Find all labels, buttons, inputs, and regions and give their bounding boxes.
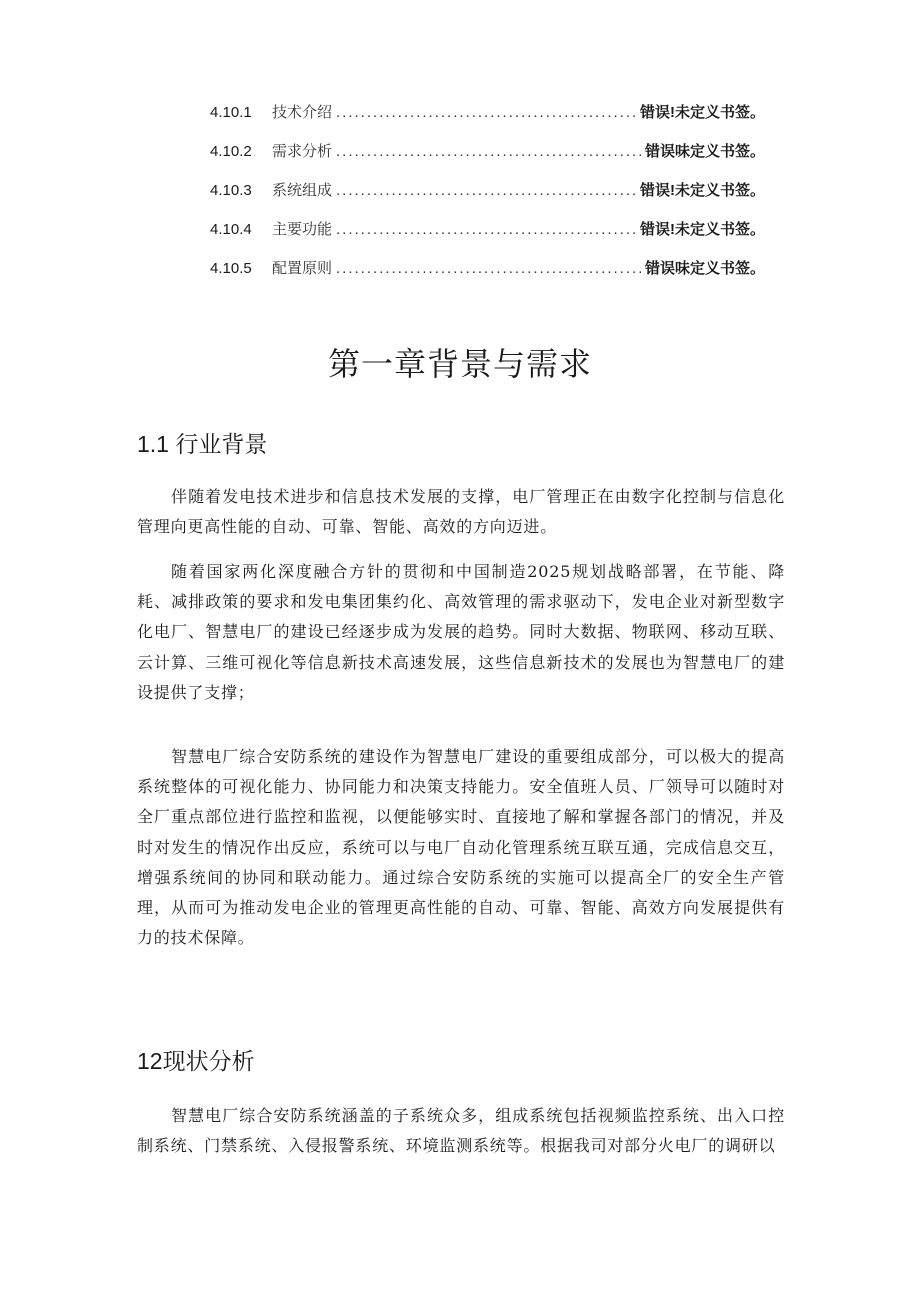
toc-entry[interactable] xyxy=(210,103,765,142)
toc-entry-number: 4.10.5 xyxy=(210,260,252,277)
toc-entry[interactable] xyxy=(210,142,765,181)
toc-dot-leader xyxy=(336,103,636,123)
toc-dot-leader xyxy=(336,259,641,279)
section-heading-status-analysis: 12现状分析 xyxy=(137,1048,255,1074)
toc-entry[interactable] xyxy=(210,220,765,259)
toc-dot-leader xyxy=(336,220,636,240)
toc-entry-title: 技术介绍 xyxy=(272,104,333,121)
toc-entry-title: 系统组成 xyxy=(272,182,333,199)
toc-entry-number: 4.10.1 xyxy=(210,104,252,121)
toc-entry[interactable] xyxy=(210,181,765,220)
toc-entry-page-ref: 错误味定义书签。 xyxy=(644,260,765,277)
toc-entry-title: 主要功能 xyxy=(272,221,333,238)
toc-entry-number: 4.10.4 xyxy=(210,221,252,238)
toc-entry-title: 需求分析 xyxy=(272,143,333,160)
chapter-title: 第一章背景与需求 xyxy=(327,346,592,382)
toc-entry-page-ref: 错误!未定义书签。 xyxy=(640,182,765,199)
section-heading-industry-background: 1.1 行业背景 xyxy=(137,431,268,457)
toc-entry-title: 配置原则 xyxy=(272,260,333,277)
toc-entry-page-ref: 错误!未定义书签。 xyxy=(640,104,765,121)
toc-entry-page-ref: 错误味定义书签。 xyxy=(644,143,765,160)
body-paragraph: 随着国家两化深度融合方针的贯彻和中国制造2025规划战略部署，在节能、降耗、减排政策的要求和发电集团集约化、高效管理的需求驱动下，发电企业对新型数字化电厂、智慧电厂的建设已经逐步成为发展的趋势。同时大数据、物联网、移动互联、云计算、三维可视化等信息新技术高速发展，这些信息新技术的发展也为智慧电厂的建设提供了支撑； xyxy=(137,562,785,702)
toc-dot-leader xyxy=(336,142,641,162)
body-paragraph: 智慧电厂综合安防系统的建设作为智慧电厂建设的重要组成部分，可以极大的提高系统整体的可视化能力、协同能力和决策支持能力。安全值班人员、厂领导可以随时对全厂重点部位进行监控和监视，以便能够实时、直接地了解和掌握各部门的情况，并及时对发生的情况作出反应，系统可以与电厂自动化管理系统互联互通，完成信息交互，增强系统间的协同和联动能力。通过综合安防系统的实施可以提高全厂的安全生产管理，从而可为推动发电企业的管理更高性能的自动、可靠、智能、高效方向发展提供有力的技术保障。 xyxy=(137,747,785,948)
toc-entry[interactable] xyxy=(210,259,765,298)
toc-entry-number: 4.10.3 xyxy=(210,182,252,199)
body-paragraph: 智慧电厂综合安防系统涵盖的子系统众多，组成系统包括视频监控系统、出入口控制系统、门禁系统、入侵报警系统、环境监测系统等。根据我司对部分火电厂的调研以 xyxy=(137,1106,785,1156)
toc-entry-number: 4.10.2 xyxy=(210,143,252,160)
toc-entry-page-ref: 错误!未定义书签。 xyxy=(640,221,765,238)
table-of-contents xyxy=(210,103,765,298)
body-paragraph: 伴随着发电技术进步和信息技术发展的支撑，电厂管理正在由数字化控制与信息化管理向更高性能的自动、可靠、智能、高效的方向迈进。 xyxy=(137,487,785,537)
toc-dot-leader xyxy=(336,181,636,201)
